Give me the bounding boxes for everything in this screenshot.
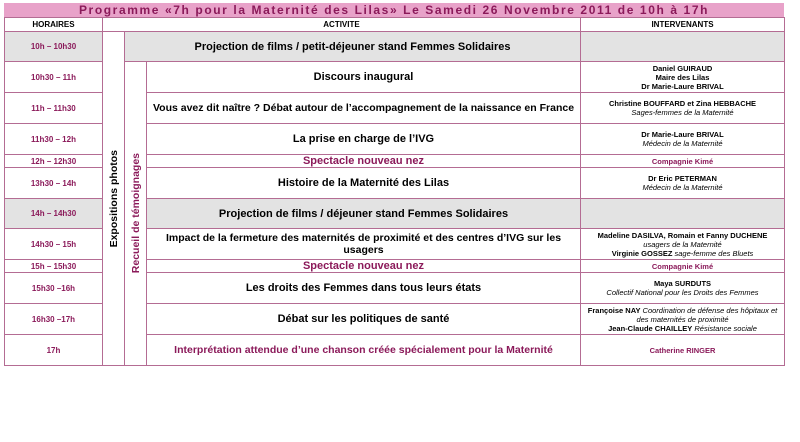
speaker-line: [584, 130, 781, 139]
speaker-name: Christine BOUFFARD et Zina HEBBACHE: [608, 99, 757, 108]
table-body: [5, 32, 785, 366]
speaker-role: Coordination de défense des hôpitaux et des maternités de proximité: [636, 305, 778, 324]
intervenants-cell: [581, 335, 785, 366]
speaker-name: Dr Marie-Laure BRIVAL: [641, 130, 724, 139]
speaker-name: Daniel GUIRAUD: [652, 63, 713, 73]
activity-cell: Spectacle nouveau nez: [147, 260, 581, 273]
program-table: [4, 17, 785, 366]
speaker-role: Collectif National pour les Droits des Femmes: [606, 288, 759, 297]
speaker-line: [584, 279, 781, 288]
speaker-line: [584, 324, 781, 333]
time-cell: 10h – 10h30: [5, 32, 103, 62]
intervenants-cell: [581, 62, 785, 93]
expositions-label-cell: [103, 32, 125, 366]
recueil-label: Recueil de témoignages: [129, 153, 142, 274]
speaker-line: [584, 262, 781, 271]
header-activite: ACTIVITE: [103, 18, 581, 32]
time-cell: 17h: [5, 335, 103, 366]
speaker-line: [584, 249, 781, 258]
speaker-name: Dr Marie-Laure BRIVAL: [641, 81, 724, 91]
speaker-name: Compagnie Kimé: [651, 156, 714, 166]
activity-cell: Histoire de la Maternité des Lilas: [147, 168, 581, 199]
recueil-label-cell: [125, 62, 147, 366]
speaker-line: [584, 139, 781, 148]
speaker-line: [584, 231, 781, 240]
intervenants-cell: [581, 124, 785, 155]
intervenants-cell: [581, 304, 785, 335]
intervenants-cell: [581, 155, 785, 168]
speaker-name: Maya SURDUTS: [653, 279, 712, 288]
intervenants-cell: [581, 199, 785, 229]
activity-cell: Discours inaugural: [147, 62, 581, 93]
header-intervenants: INTERVENANTS: [581, 18, 785, 32]
activity-cell: Vous avez dit naître ? Débat autour de l’accompagnement de la naissance en France: [147, 93, 581, 124]
table-header-row: [5, 18, 785, 32]
time-cell: 16h30 –17h: [5, 304, 103, 335]
speaker-role: Sages-femmes de la Maternité: [631, 108, 734, 117]
speaker-line: [584, 288, 781, 297]
speaker-role: Médecin de la Maternité: [642, 139, 723, 148]
speaker-role: Résistance sociale: [692, 323, 757, 333]
speaker-line: [584, 82, 781, 91]
speaker-name: Catherine RINGER: [649, 345, 716, 355]
speaker-name: Compagnie Kimé: [651, 261, 714, 271]
intervenants-cell: [581, 229, 785, 260]
activity-cell: La prise en charge de l’IVG: [147, 124, 581, 155]
header-horaires: HORAIRES: [5, 18, 103, 32]
activity-cell: Débat sur les politiques de santé: [147, 304, 581, 335]
speaker-line: [584, 306, 781, 324]
intervenants-cell: [581, 32, 785, 62]
activity-cell: Projection de films / déjeuner stand Femmes Solidaires: [147, 199, 581, 229]
speaker-line: [584, 73, 781, 82]
time-cell: 15h30 –16h: [5, 273, 103, 304]
activity-cell: Impact de la fermeture des maternités de proximité et des centres d’IVG sur les usagers: [147, 229, 581, 260]
intervenants-cell: [581, 260, 785, 273]
speaker-name: Jean-Claude CHAILLEY: [608, 323, 693, 333]
time-cell: 11h30 – 12h: [5, 124, 103, 155]
speaker-name: Virginie GOSSEZ: [611, 248, 673, 258]
speaker-role: sage-femme des Bluets: [672, 248, 754, 258]
speaker-line: [584, 157, 781, 166]
time-cell: 14h30 – 15h: [5, 229, 103, 260]
activity-cell: Les droits des Femmes dans tous leurs états: [147, 273, 581, 304]
time-cell: 12h – 12h30: [5, 155, 103, 168]
speaker-name: Maire des Lilas: [655, 72, 710, 82]
speaker-line: [584, 64, 781, 73]
activity-cell: Interprétation attendue d’une chanson créée spécialement pour la Maternité: [147, 335, 581, 366]
time-cell: 11h – 11h30: [5, 93, 103, 124]
speaker-name: Françoise NAY: [587, 305, 641, 315]
activity-cell: Projection de films / petit-déjeuner stand Femmes Solidaires: [125, 32, 581, 62]
intervenants-cell: [581, 93, 785, 124]
speaker-name: Madeline DASILVA, Romain et Fanny DUCHENE: [597, 230, 768, 240]
speaker-line: [584, 346, 781, 355]
page-title: Programme «7h pour la Maternité des Lilas» Le Samedi 26 Novembre 2011 de 10h à 17h: [4, 3, 784, 17]
expositions-label: Expositions photos: [107, 149, 120, 248]
activity-cell: Spectacle nouveau nez: [147, 155, 581, 168]
time-cell: 13h30 – 14h: [5, 168, 103, 199]
table-row: [5, 32, 785, 62]
speaker-role: Médecin de la Maternité: [642, 183, 723, 192]
speaker-role: usagers de la Maternité: [643, 239, 722, 249]
intervenants-cell: [581, 168, 785, 199]
time-cell: 14h – 14h30: [5, 199, 103, 229]
speaker-line: [584, 174, 781, 183]
speaker-line: [584, 108, 781, 117]
speaker-line: [584, 99, 781, 108]
speaker-name: Dr Eric PETERMAN: [648, 174, 717, 183]
speaker-line: [584, 183, 781, 192]
speaker-line: [584, 240, 781, 249]
intervenants-cell: [581, 273, 785, 304]
time-cell: 10h30 – 11h: [5, 62, 103, 93]
time-cell: 15h – 15h30: [5, 260, 103, 273]
